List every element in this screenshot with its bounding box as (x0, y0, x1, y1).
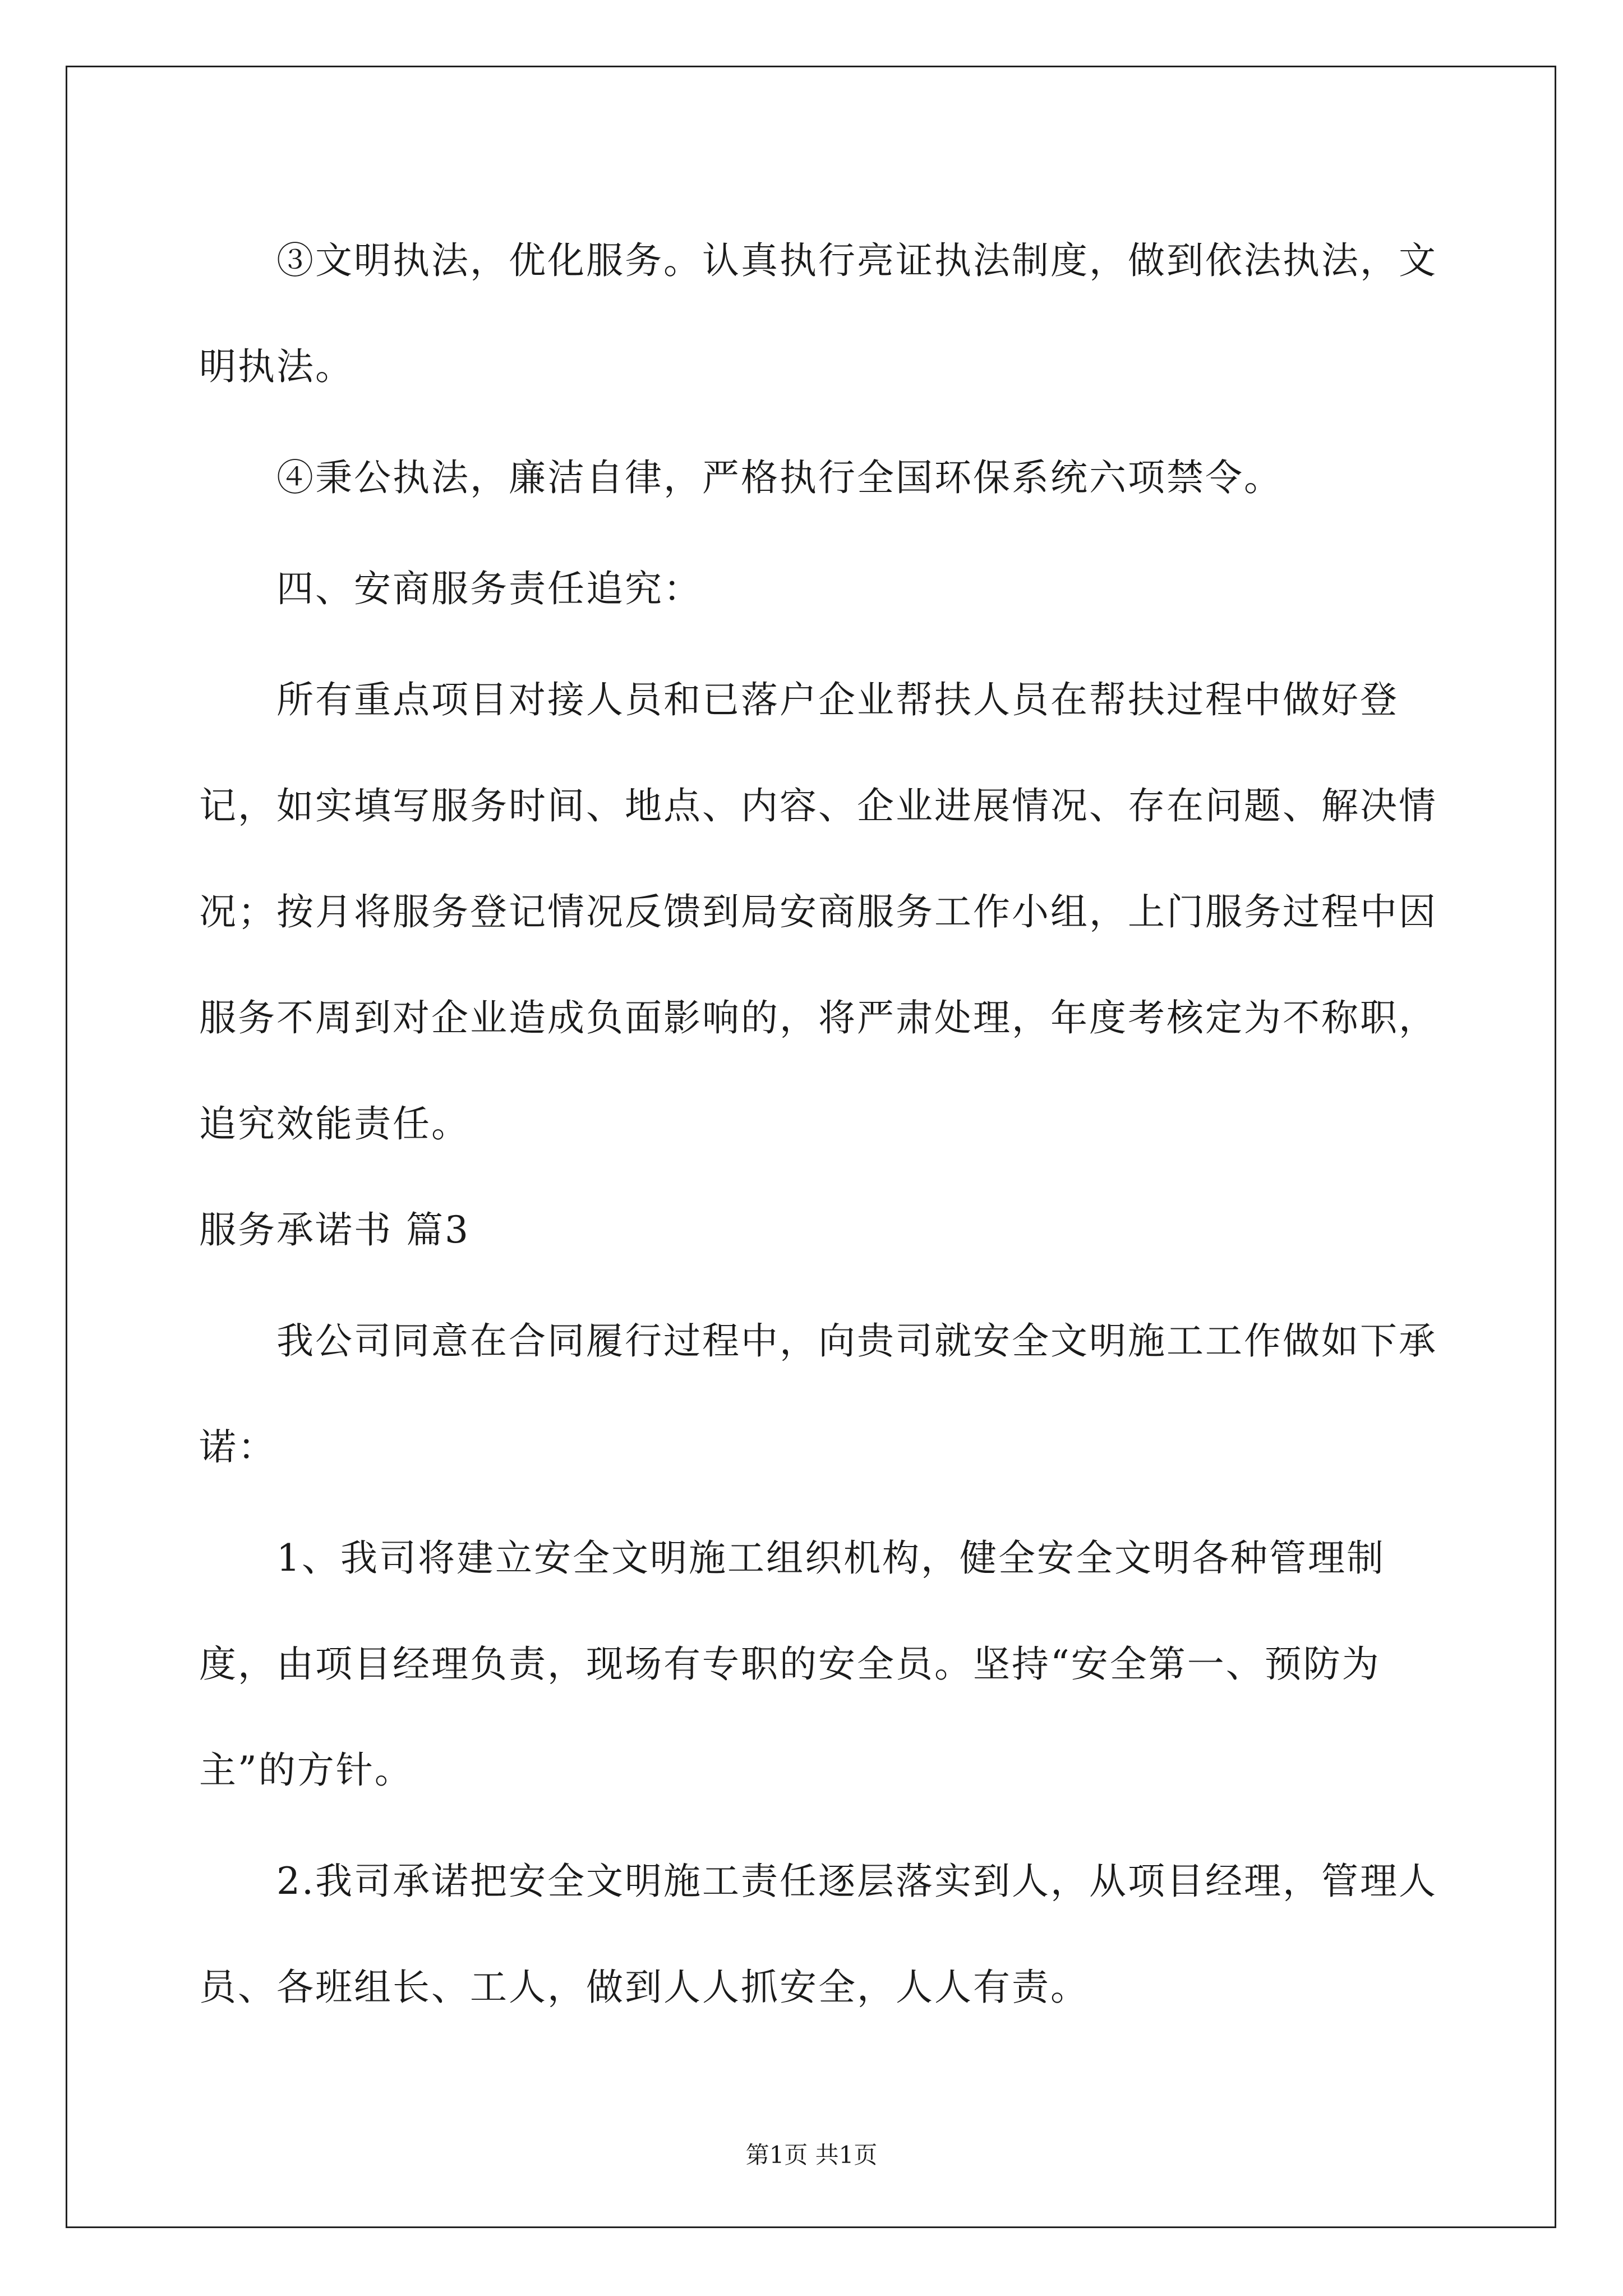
paragraph-pledge-item-2: 2.我司承诺把安全文明施工责任逐层落实到人，从项目经理，管理人员、各班组长、工人，做到人人抓安全，人人有责。 (199, 1860, 1437, 2009)
page-footer: 第1页 共1页 (745, 2141, 878, 2169)
paragraph-impartial-enforcement: ④秉公执法，廉洁自律，严格执行全国环保系统六项禁令。 (276, 456, 1283, 499)
paragraph-accountability-details: 所有重点项目对接人员和已落户企业帮扶人员在帮扶过程中做好登记，如实填写服务时间、地点、内容、企业进展情况、存在问题、解决情况；按月将服务登记情况反馈到局安商服务工作小组，上门服务过程中因服务不周到对企业造成负面影响的，将严肃处理，年度考核定为不称职，追究效能责任。 (199, 678, 1437, 1145)
document-body (199, 208, 1438, 2040)
paragraph-pledge-intro: 我公司同意在合同履行过程中，向贵司就安全文明施工工作做如下承诺： (199, 1319, 1437, 1469)
document-title-pledge-3: 服务承诺书 篇3 (199, 1208, 470, 1251)
paragraph-civil-enforcement: ③文明执法，优化服务。认真执行亮证执法制度，做到依法执法，文明执法。 (199, 239, 1437, 388)
section-heading-accountability: 四、安商服务责任追究： (276, 567, 702, 610)
paragraph-pledge-item-1: 1、我司将建立安全文明施工组织机构，健全安全文明各种管理制度，由项目经理负责，现场有专职的安全员。坚持“安全第一、预防为主”的方针。 (199, 1536, 1385, 1792)
